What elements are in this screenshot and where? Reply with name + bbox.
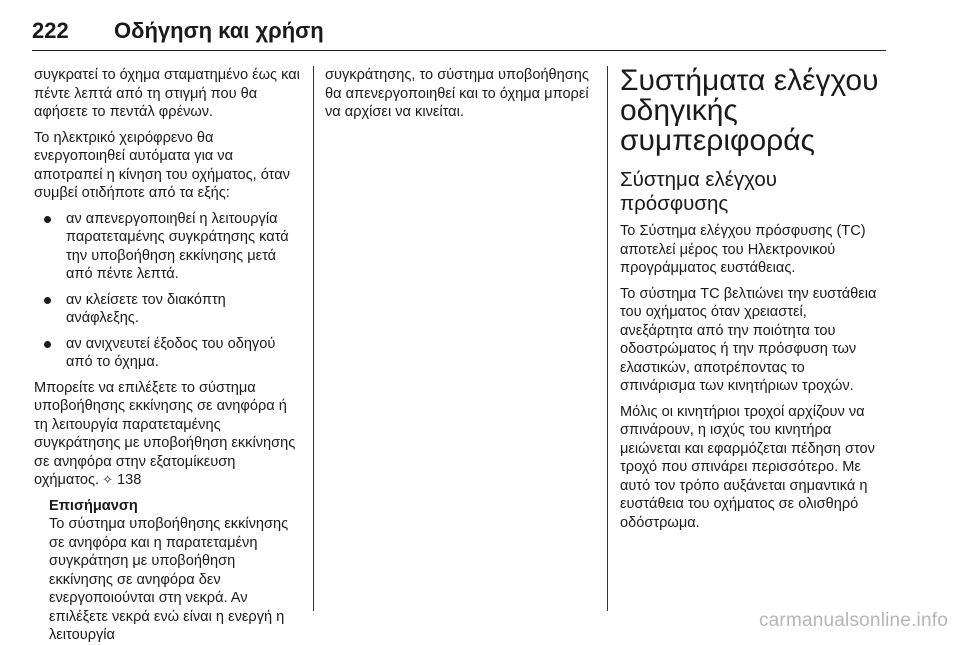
page-number: 222 [32,18,69,43]
paragraph: Μόλις οι κινητήριοι τροχοί αρχίζουν να σπινάρουν, η ισχύς του κινητήρα μειώνεται και εφαρμόζεται πέδηση στον τροχό που σπινάρει περισσότερο. Με αυτό τον τρόπο αυξάνεται σημαντικά η ευστάθεια του οχήματος σε ολισθηρό οδόστρωμα. [620,403,875,531]
note-title: Επισήμανση [49,497,138,514]
note-box [49,497,302,645]
bullet-icon [44,341,51,348]
column-2 [325,66,597,129]
bullet-icon [44,216,51,223]
list-item-text: αν κλείσετε τον διακόπτη ανάφλεξης. [66,291,226,326]
paragraph [34,379,302,490]
paragraph: συγκράτησης, το σύστημα υποβοήθησης θα απενεργοποιηθεί και το όχημα μπορεί να αρχίσει να κινείται. [325,67,589,120]
section-title: Οδήγηση και χρήση [114,18,324,43]
watermark: carmanualsonline.info [758,610,948,631]
list-item [34,291,302,328]
paragraph: Το Σύστημα ελέγχου πρόσφυσης (TC) αποτελεί μέρος του Ηλεκτρονικού προγράμματος ευστάθειας. [620,223,866,276]
column-1 [34,66,302,645]
list-item-text: αν απενεργοποιηθεί η λειτουργία παρατεταμένης συγκράτησης κατά την υποβοήθηση εκκίνησης μετά από πέντε λεπτά. [66,210,289,282]
column-3 [620,66,882,539]
column-divider-1 [313,66,314,611]
note-text: Το σύστημα υποβοήθησης εκκίνησης σε ανηφόρα και η παρατεταμένη συγκράτηση με υποβοήθηση εκκίνησης σε ανηφόρα δεν ενεργοποιούνται στη νεκρά. Αν επιλέξετε νεκρά ενώ είναι η ενεργή η λειτουργία [49,516,289,643]
paragraph: Το ηλεκτρικό χειρόφρενο θα ενεργοποιηθεί αυτόματα για να αποτραπεί η κίνηση του οχήματος, όταν συμβεί οτιδήποτε από τα εξής: [34,129,290,201]
list-item [34,210,302,284]
paragraph-text: Μπορείτε να επιλέξετε το σύστημα υποβοήθησης εκκίνησης σε ανηφόρα ή τη λειτουργία παρατεταμένης συγκράτησης με υποβοήθηση εκκίνησης σε ανηφόρα στην εξατομίκευση οχήματος. [34,379,296,488]
paragraph: Το σύστημα TC βελτιώνει την ευστάθεια του οχήματος όταν χρειαστεί, ανεξάρτητα από την ποιότητα του οδοστρώματος ή την πρόσφυση των ελαστικών, αποτρέποντας το σπινάρισμα των κινητήριων τροχών. [620,285,877,394]
cross-reference-page-link[interactable]: 138 [117,472,142,488]
chapter-heading: Συστήματα ελέγχου οδηγικής συμπεριφοράς [620,64,879,157]
list-item [34,335,302,372]
paragraph: συγκρατεί το όχημα σταματημένο έως και πέντε λεπτά από τη στιγμή που θα αφήσετε το πεντάλ φρένων. [34,67,300,120]
cross-reference-arrow-icon: ✧ [102,472,114,487]
list-item-text: αν ανιχνευτεί έξοδος του οδηγού από το όχημα. [66,335,276,370]
section-heading: Σύστημα ελέγχου πρόσφυσης [620,168,777,215]
page-header [32,14,886,51]
bullet-list [34,210,302,372]
column-divider-2 [607,66,608,611]
bullet-icon [44,297,51,304]
